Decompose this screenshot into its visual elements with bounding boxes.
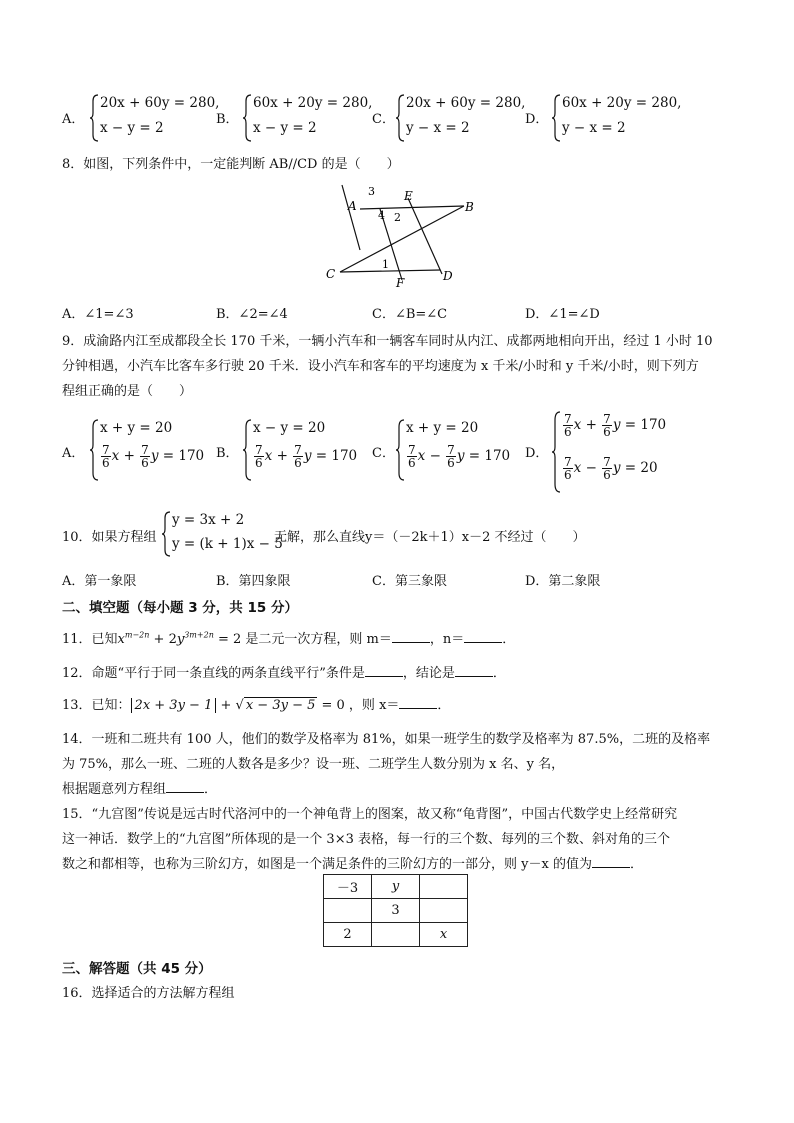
q13: 13．已知： 2x + 3y − 1 + √ x − 3y − 5 = 0 ，则 x＝ ．: [62, 698, 451, 713]
q9-d-eq1: $\frac{7}{6}$ x + $\frac{7}{6}$ y = 170: [564, 412, 667, 439]
table-cell: x: [420, 923, 468, 947]
line-cd: [340, 270, 440, 272]
sqrt-icon: √: [235, 698, 244, 713]
q12-blank-conclusion[interactable]: [455, 664, 493, 677]
q9-stem-line1: 9．成渝路内江至成都段全长 170 千米，一辆小汽车和一辆客车同时从内江、成都两地相向开出，经过 1 小时 10: [62, 334, 713, 349]
q9-option-d-system: [552, 410, 692, 494]
q11-blank-m[interactable]: [392, 630, 430, 643]
q10-prefix: 10．如果方程组: [62, 530, 157, 545]
q9-b-eq1: x − y = 20: [253, 420, 326, 436]
section-2-heading: 二、填空题（每小题 3 分，共 15 分）: [62, 600, 298, 616]
fig-label-c: C: [326, 267, 336, 281]
q14-blank-system[interactable]: [166, 780, 204, 793]
fig-label-d: D: [443, 269, 453, 283]
q8-option-b: B．∠2=∠4: [216, 307, 288, 322]
q9-c-eq1: x + y = 20: [406, 420, 479, 436]
table-row: [324, 875, 468, 899]
q10-eq2: y = (k + 1)x − 5: [172, 536, 283, 552]
magic-square-table: [323, 874, 468, 947]
q9-c-eq2: $\frac{7}{6}$ x − $\frac{7}{6}$ y = 170: [408, 443, 511, 470]
q10-suffix: 无解，那么直线y＝（－2k＋1）x－2 不经过（ ）: [274, 530, 586, 545]
q9-a-eq2: $\frac{7}{6}$ x + $\frac{7}{6}$ y = 170: [102, 443, 205, 470]
q8-geometry-figure: [320, 180, 474, 290]
q7-c-eq2: y − x = 2: [406, 120, 470, 136]
brace-icon: [162, 510, 172, 558]
line-ed: [408, 198, 442, 274]
q13-sqrt: √ x − 3y − 5: [235, 698, 316, 713]
section-3-heading: 三、解答题（共 45 分）: [62, 961, 212, 977]
table-cell: 3: [372, 899, 420, 923]
q8-stem: 8．如图，下列条件中，一定能判断 AB//CD 的是（ ）: [62, 157, 400, 172]
table-cell: [420, 899, 468, 923]
q13-absolute-value: 2x + 3y − 1: [131, 698, 217, 713]
brace-icon: [396, 418, 406, 482]
brace-icon: [243, 418, 253, 482]
table-cell: －3: [324, 875, 372, 899]
q7-d-eq1: 60x + 20y = 280,: [562, 95, 682, 111]
q9-b-eq2: $\frac{7}{6}$ x + $\frac{7}{6}$ y = 170: [255, 443, 358, 470]
q7-b-eq1: 60x + 20y = 280,: [253, 95, 373, 111]
q7-option-a-label: A．: [62, 112, 85, 127]
q7-option-b-label: B．: [216, 112, 239, 127]
table-cell: [372, 923, 420, 947]
q7-option-c-system: [396, 93, 526, 143]
q10-option-a: A．第一象限: [62, 574, 137, 589]
fig-label-a: A: [348, 199, 357, 213]
q9-option-a-label: A．: [62, 446, 85, 461]
brace-icon: [90, 418, 100, 482]
q11: 11．已知$x^{m-2n} + 2y^{3m+2n} = 2$ 是二元一次方程，则 m＝ ，n＝ ．: [62, 630, 516, 647]
q14-line3: 根据题意列方程组 ．: [62, 782, 218, 797]
q15-line2: 这一神话．数学上的“九宫图”所体现的是一个 3×3 表格，每一行的三个数、每列的三个数、斜对角的三个: [62, 832, 670, 847]
q7-b-eq2: x − y = 2: [253, 120, 317, 136]
q10-eq1: y = 3x + 2: [172, 512, 245, 528]
table-row: [324, 899, 468, 923]
q9-a-eq1: x + y = 20: [100, 420, 173, 436]
line-through-a: [342, 185, 360, 250]
q10-option-b: B．第四象限: [216, 574, 291, 589]
q16-text: 16．选择适合的方法解方程组: [62, 986, 235, 1001]
line-cb: [340, 206, 464, 272]
q9-option-b-label: B．: [216, 446, 239, 461]
q14-line1: 14．一班和二班共有 100 人，他们的数学及格率为 81%，如果一班学生的数学及格率为 87.5%，二班的及格率: [62, 732, 711, 747]
q12: 12．命题“平行于同一条直线的两条直线平行”条件是 ，结论是 ．: [62, 666, 506, 681]
fig-angle-2: 2: [394, 211, 401, 224]
q14-line2: 为 75%，那么一班、二班的人数各是多少？设一班、二班学生人数分别为 x 名、y 名，: [62, 757, 565, 772]
q15-line1: 15．“九宫图”传说是远古时代洛河中的一个神龟背上的图案，故又称“龟背图”，中国古代数学史上经常研究: [62, 807, 678, 822]
q7-option-b-system: [243, 93, 373, 143]
q7-option-d-label: D．: [525, 112, 549, 127]
q10-option-d: D．第二象限: [525, 574, 601, 589]
brace-icon: [90, 93, 100, 143]
brace-icon: [396, 93, 406, 143]
q7-a-eq1: 20x + 60y = 280,: [100, 95, 220, 111]
brace-icon: [243, 93, 253, 143]
table-cell: [324, 899, 372, 923]
q8-option-a: A．∠1=∠3: [62, 307, 134, 322]
q9-option-c-label: C．: [372, 446, 395, 461]
fig-angle-3: 3: [368, 185, 375, 198]
q7-option-d-system: [552, 93, 682, 143]
q7-c-eq1: 20x + 60y = 280,: [406, 95, 526, 111]
q9-option-c-system: [396, 418, 516, 482]
q10-system: [162, 510, 283, 558]
table-row: [324, 923, 468, 947]
q9-stem-line3: 程组正确的是（ ）: [62, 384, 193, 399]
q11-blank-n[interactable]: [464, 630, 502, 643]
q9-d-eq2: $\frac{7}{6}$ x − $\frac{7}{6}$ y = 20: [564, 455, 658, 482]
q15-line3: 数之和都相等，也称为三阶幻方，如图是一个满足条件的三阶幻方的一部分，则 y－x 的值为 ．: [62, 857, 643, 872]
fig-label-b: B: [465, 200, 474, 214]
fig-angle-1: 1: [382, 258, 389, 271]
q13-blank-x[interactable]: [399, 696, 437, 709]
q9-option-b-system: [243, 418, 363, 482]
q12-blank-condition[interactable]: [365, 664, 403, 677]
q9-option-a-system: [90, 418, 210, 482]
q7-d-eq2: y − x = 2: [562, 120, 626, 136]
table-cell: y: [372, 875, 420, 899]
q7-option-c-label: C．: [372, 112, 395, 127]
q7-option-a-system: [90, 93, 220, 143]
q7-a-eq2: x − y = 2: [100, 120, 164, 136]
fig-label-f: F: [396, 276, 405, 290]
q10-option-c: C．第三象限: [372, 574, 447, 589]
brace-icon: [552, 410, 562, 494]
fig-angle-4: 4: [378, 209, 385, 222]
brace-icon: [552, 93, 562, 143]
table-cell: [420, 875, 468, 899]
q15-blank-answer[interactable]: [592, 855, 630, 868]
table-cell: 2: [324, 923, 372, 947]
q8-option-c: C．∠B=∠C: [372, 307, 448, 322]
q8-option-d: D．∠1=∠D: [525, 307, 600, 322]
q9-stem-line2: 分钟相遇，小汽车比客车多行驶 20 千米．设小汽车和客车的平均速度为 x 千米/小时和 y 千米/小时，则下列方: [62, 359, 699, 374]
fig-label-e: E: [404, 189, 413, 203]
q9-option-d-label: D．: [525, 446, 549, 461]
